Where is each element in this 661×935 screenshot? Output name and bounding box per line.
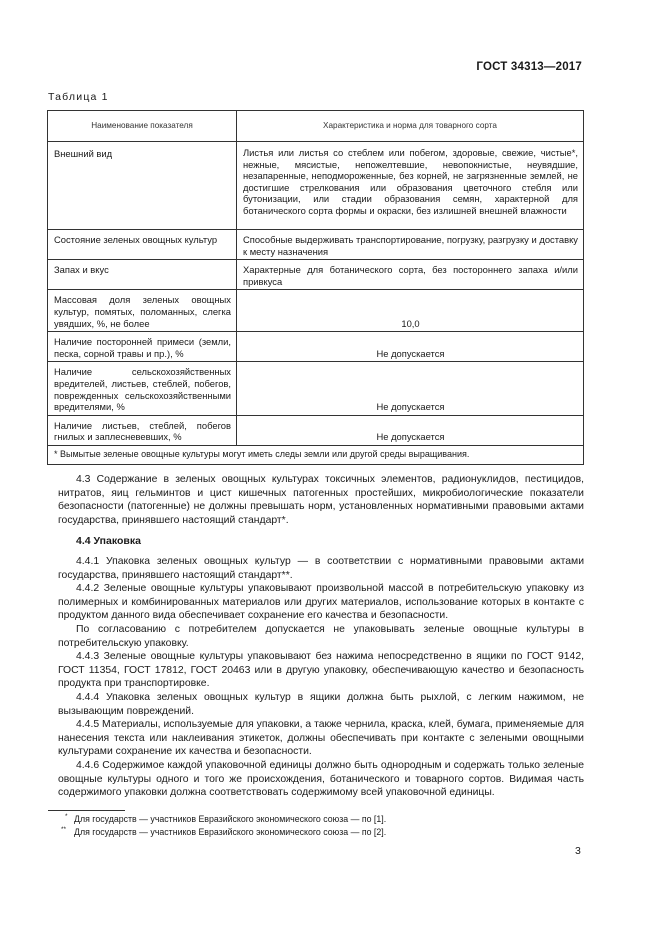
indicator-norm: Листья или листья со стеблем или побегом, здоровые, свежие, чистые*, нежные, мясистые, непожелтевшие, невопокнистые, неувядшие, незапаренные, неподмороженные, без корней, не загрязненные землей, не достигшие стрелкования или образования цветочного стебля или бутонизации, или стадии образования семян, характерной для ботанического сорта формы и окраски, без излишней внешней влажности xyxy=(237,142,584,230)
footnote-mark: ** xyxy=(61,826,67,833)
footnote-text: Для государств — участников Евразийского экономического союза — по [2]. xyxy=(74,827,387,837)
table-header-row xyxy=(48,111,584,142)
table-row xyxy=(48,332,584,362)
column-header-norm: Характеристика и норма для товарного сорта xyxy=(237,111,584,142)
paragraph-4-3: 4.3 Содержание в зеленых овощных культурах токсичных элементов, радионуклидов, пестицидов, нитратов, яиц гельминтов и цист кишечных патогенных простейших, микробиологические показатели безопасности (патогенные) не должны превышать норм, установленных нормативными правовыми актами государства, принявшего настоящий стандарт*. xyxy=(58,474,584,526)
table-row xyxy=(48,362,584,415)
indicator-norm: Не допускается xyxy=(237,415,584,445)
table-row xyxy=(48,260,584,290)
indicator-name: Наличие листьев, стеблей, побегов гнилых и заплесневевших, % xyxy=(48,415,237,445)
indicator-norm: Способные выдерживать транспортирование, погрузку, разгрузку и доставку к месту назначения xyxy=(237,230,584,260)
paragraph-4-4-2: 4.4.2 Зеленые овощные культуры упаковывают произвольной массой в потребительскую упаковку из полимерных и комбинированных материалов или других материалов, использование которых в контакте с продуктом данного вида обеспечивает сохранение его качества и безопасности. xyxy=(58,583,584,622)
footnote-divider xyxy=(48,810,125,811)
indicator-norm: Не допускается xyxy=(237,362,584,415)
table-row xyxy=(48,230,584,260)
footnote-mark: * xyxy=(65,813,68,820)
table-note-row xyxy=(48,445,584,464)
indicator-norm: Характерные для ботанического сорта, без постороннего запаха и/или привкуса xyxy=(237,260,584,290)
specification-table xyxy=(47,110,584,465)
page-number: 3 xyxy=(575,845,581,857)
indicator-name: Запах и вкус xyxy=(48,260,237,290)
column-header-indicator: Наименование показателя xyxy=(48,111,237,142)
paragraph-4-4-2-note: По согласованию с потребителем допускается не упаковывать зеленые овощные культуры в потребительскую упаковку. xyxy=(58,623,584,649)
table-row xyxy=(48,142,584,230)
table-row xyxy=(48,415,584,445)
indicator-name: Наличие сельскохозяйственных вредителей, листьев, стеблей, побегов, поврежденных сельскохозяйственными вредителями, % xyxy=(48,362,237,415)
footnote xyxy=(61,826,387,839)
paragraph-4-4-1: 4.4.1 Упаковка зеленых овощных культур — в соответствии с нормативными правовыми актами государства, принявшего настоящий стандарт**. xyxy=(58,556,584,581)
paragraph-4-4-5: 4.4.5 Материалы, используемые для упаковки, а также чернила, краска, клей, бумага, применяемые для нанесения текста или наклеивания этикеток, должны обеспечивать при контакте с зелеными овощными культурами сохранение их качества и безопасности. xyxy=(58,719,584,758)
footnote xyxy=(65,813,387,826)
paragraph-4-4-3: 4.4.3 Зеленые овощные культуры упаковывают без нажима непосредственно в ящики по ГОСТ 9142, ГОСТ 11354, ГОСТ 17812, ГОСТ 20463 или в другую упаковку, обеспечивающую качество и безопасность продукта при транспортировке. xyxy=(58,651,584,690)
table-note: * Вымытые зеленые овощные культуры могут иметь следы земли или другой среды выращивания. xyxy=(48,445,584,464)
indicator-name: Внешний вид xyxy=(48,142,237,230)
section-4-3 xyxy=(58,473,584,527)
indicator-name: Массовая доля зеленых овощных культур, помятых, поломанных, слегка увядших, %, не более xyxy=(48,290,237,332)
indicator-name: Состояние зеленых овощных культур xyxy=(48,230,237,260)
indicator-name: Наличие посторонней примеси (земли, песка, сорной травы и пр.), % xyxy=(48,332,237,362)
paragraph-4-4-6: 4.4.6 Содержимое каждой упаковочной единицы должно быть однородным и содержать только зеленые овощные культуры одного и того же происхождения, ботанического и товарного сортов. Видимая часть содержимого упаковки должна соответствовать содержимому всей упаковочной единицы. xyxy=(58,759,584,799)
indicator-norm: Не допускается xyxy=(237,332,584,362)
footnotes xyxy=(61,813,387,839)
paragraph-4-4-4: 4.4.4 Упаковка зеленых овощных культур в ящики должна быть рыхлой, с легким нажимом, не вызывающим повреждений. xyxy=(58,691,584,717)
section-heading-4-4: 4.4 Упаковка xyxy=(76,535,141,547)
section-4-4-text xyxy=(58,555,584,800)
footnote-text: Для государств — участников Евразийского экономического союза — по [1]. xyxy=(74,814,387,824)
indicator-norm: 10,0 xyxy=(237,290,584,332)
table-caption: Таблица 1 xyxy=(48,91,109,103)
table-row xyxy=(48,290,584,332)
section-4-4 xyxy=(58,535,584,549)
document-code: ГОСТ 34313—2017 xyxy=(476,61,582,73)
